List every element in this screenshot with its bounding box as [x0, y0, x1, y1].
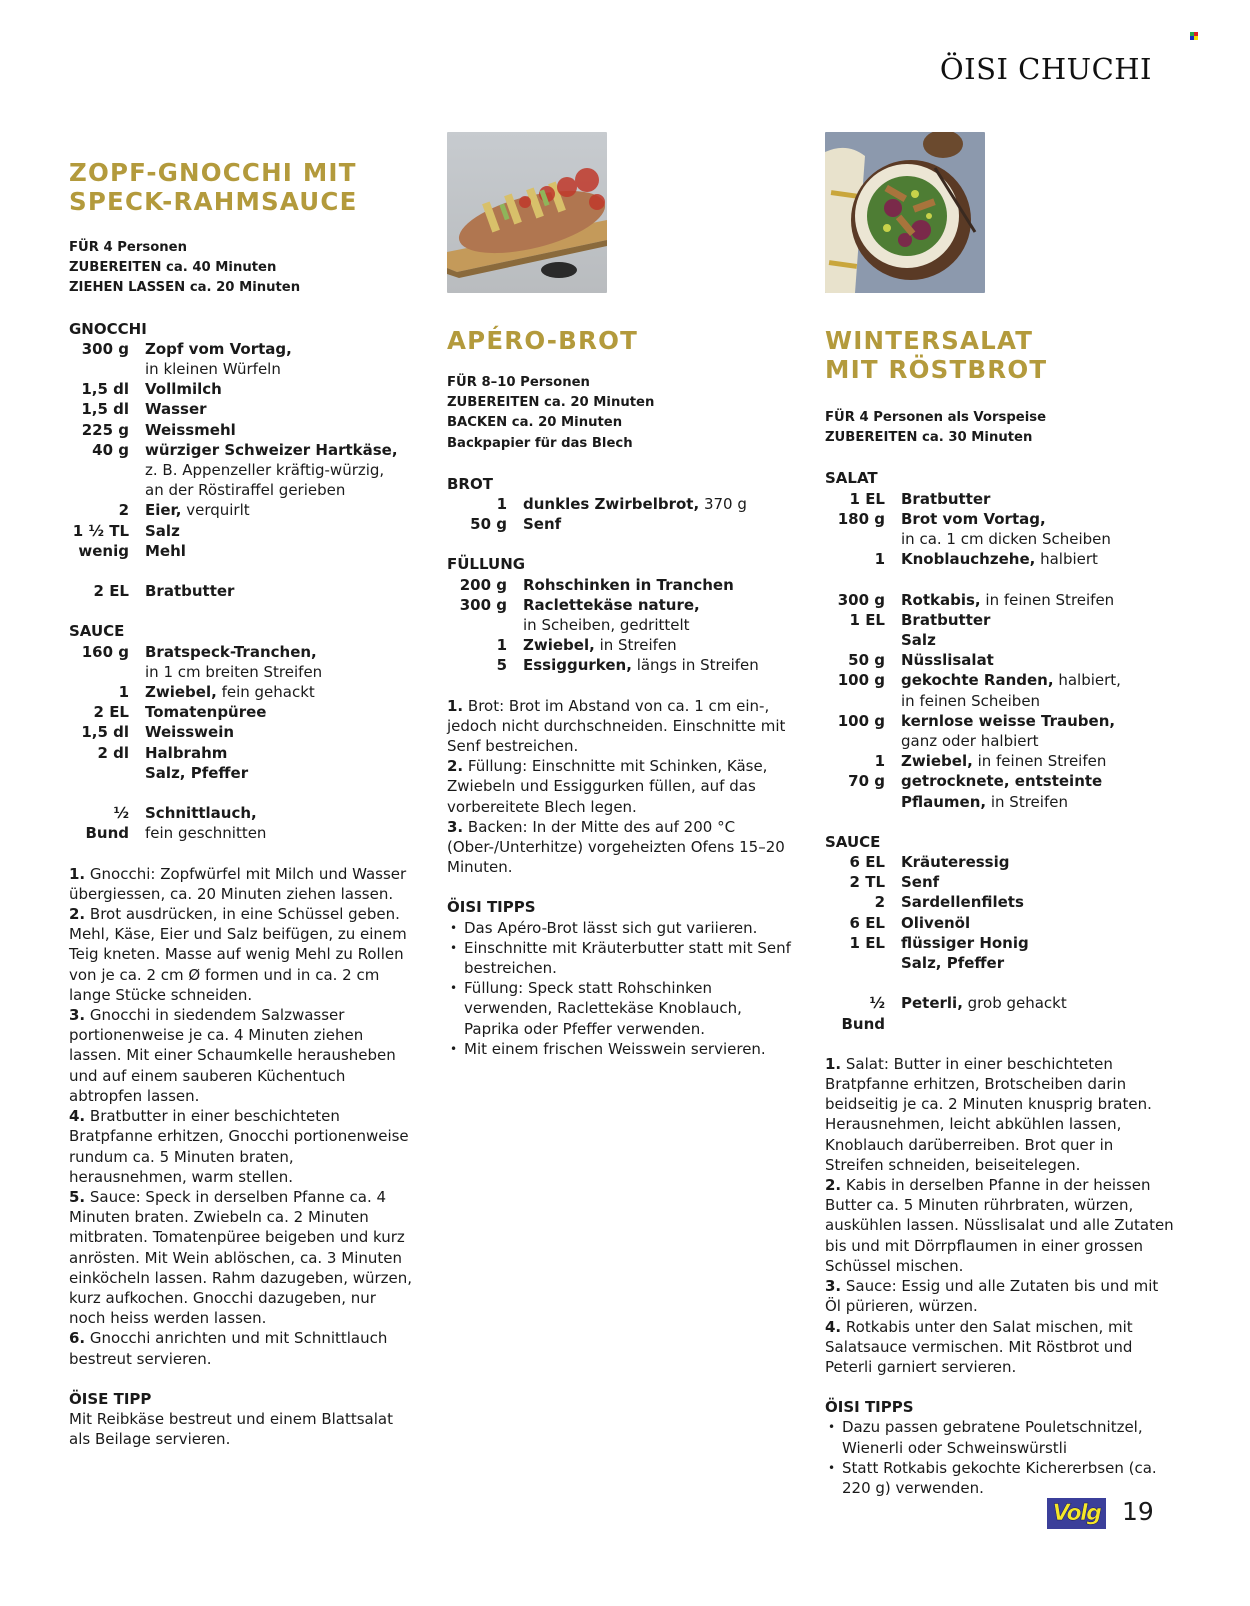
ingredient-item: 1,5 dl Wasser [81, 400, 207, 419]
ingredient-item: 300 g Zopf vom Vortag, in kleinen Würfeln [81, 339, 292, 379]
ingredient-item: 2 TL Senf [849, 873, 940, 892]
volg-logo-text: Volg [1052, 1501, 1101, 1526]
salad-photo-icon [825, 132, 985, 293]
meta-prep-time: ZUBEREITEN ca. 20 Minuten [447, 395, 655, 411]
ingredient-item: 2 dl Halbrahm [97, 743, 228, 762]
ingredient-item: 1 Zwiebel, in feinen Streifen [874, 752, 1107, 771]
instruction-step: 6. Gnocchi anrichten und mit Schnittlauch bestreut servieren. [69, 1329, 388, 1368]
ingredient-item: 200 g Rohschinken in Tranchen [459, 575, 734, 594]
ingredient-group-label: GNOCCHI [69, 319, 147, 338]
recipe-meta [825, 408, 1175, 448]
section-title: ÖISI CHUCHI [939, 52, 1152, 86]
instruction-step: 1. Salat: Butter in einer beschichteten Bratpfanne erhitzen, Brotscheiben darin beidseitig je ca. 2 Minuten knusprig braten. Herausnehmen, leicht abkühlen lassen, Knoblauch darüberreiben. Brot quer in Streifen schneiden, beiseitelegen. [825, 1054, 1152, 1174]
recipe-title: APÉRO-BROT [447, 326, 639, 355]
meta-equipment: Backpapier für das Blech [447, 435, 633, 451]
tip-item: • Mit einem frischen Weisswein servieren. [447, 1039, 797, 1059]
meta-servings: FÜR 4 Personen als Vorspeise [825, 410, 1047, 425]
instructions [447, 696, 797, 878]
ingredient-item: wenig Mehl [78, 541, 186, 560]
ingredient-list [825, 489, 1175, 812]
recipe-apero-brot [447, 132, 797, 1059]
tip-item: • Statt Rotkabis gekochte Kichererbsen (ca. 220 g) verwenden. [825, 1458, 1175, 1498]
ingredient-group-label: SAUCE [825, 832, 881, 851]
recipe-title [69, 158, 414, 216]
tip-heading: ÖISE TIPP [69, 1389, 154, 1409]
instruction-step: 4. Rotkabis unter den Salat mischen, mit Salatsauce vermischen. Mit Röstbrot und Peterli garniert servieren. [825, 1317, 1133, 1376]
ingredient-group-label: FÜLLUNG [447, 555, 526, 574]
instruction-step: 1. Brot: Brot im Abstand von ca. 1 cm ein-, jedoch nicht durchschneiden. Einschnitte mit Senf bestreichen. [447, 696, 786, 756]
ingredient-list [447, 575, 797, 676]
bread-photo-icon [447, 132, 607, 293]
tip-list [825, 1417, 1175, 1498]
ingredient-item: 1 EL flüssiger Honig [849, 933, 1029, 952]
ingredient-item: Salz [901, 631, 936, 650]
tip-item: • Dazu passen gebratene Pouletschnitzel, Wienerli oder Schweinswürstli [825, 1417, 1175, 1457]
page-number: 19 [1122, 1497, 1154, 1526]
ingredient-item: 300 g Raclettekäse nature, in Scheiben, gedrittelt [459, 595, 700, 635]
ingredient-item: ½ Bund Schnittlauch, fein geschnitten [85, 804, 267, 843]
ingredient-item: 1 ½ TL Salz [72, 521, 180, 540]
instruction-step: 3. Sauce: Essig und alle Zutaten bis und mit Öl pürieren, würzen. [825, 1277, 1159, 1316]
recipe-title-line: MIT RÖSTBROT [825, 355, 1048, 384]
ingredient-list [447, 494, 797, 534]
ingredient-item: Salz, Pfeffer [901, 954, 1005, 973]
ingredient-item: 300 g Rotkabis, in feinen Streifen [837, 590, 1115, 609]
ingredient-item: 1 EL Bratbutter [849, 610, 991, 629]
meta-prep-time: ZUBEREITEN ca. 30 Minuten [825, 430, 1033, 446]
tip-heading: ÖISI TIPPS [447, 897, 539, 917]
ingredient-item: 1 Zwiebel, fein gehackt [118, 683, 315, 702]
meta-servings: FÜR 8–10 Personen [447, 375, 590, 390]
ingredient-item: 160 g Bratspeck-Tranchen, in 1 cm breiten Streifen [81, 642, 323, 681]
ingredient-item: 225 g Weissmehl [81, 420, 236, 439]
recipe-meta [447, 373, 797, 454]
ingredient-item: 1 Knoblauchzehe, halbiert [874, 550, 1098, 569]
recipe-title-line: WINTERSALAT [825, 326, 1034, 355]
recipe-meta [69, 238, 414, 299]
volg-logo [1047, 1498, 1106, 1529]
ingredient-item: 70 g getrocknete, entsteinte Pflaumen, in Streifen [848, 772, 1103, 811]
ingredient-item: 5 Essiggurken, längs in Streifen [496, 656, 759, 675]
recipe-photo-apero-brot [447, 132, 607, 293]
ingredient-item: 100 g kernlose weisse Trauben, ganz oder halbiert [837, 711, 1116, 751]
ingredient-item: 2 EL Bratbutter [93, 582, 235, 601]
ingredient-list [69, 642, 414, 844]
tip-item: • Das Apéro-Brot lässt sich gut variieren. [447, 918, 797, 938]
recipe-title [825, 326, 1175, 384]
ingredient-item: 1,5 dl Weisswein [81, 723, 235, 742]
instruction-step: 2. Füllung: Einschnitte mit Schinken, Käse, Zwiebeln und Essiggurken füllen, auf das vorbereitete Blech legen. [447, 757, 768, 816]
instruction-step: 3. Backen: In der Mitte des auf 200 °C (Ober-/Unterhitze) vorgeheizten Ofens 15–20 Minuten. [447, 817, 785, 877]
recipe-title-line: SPECK-RAHMSAUCE [69, 187, 358, 216]
ingredient-item: ½ Bund Peterli, grob gehackt [841, 994, 1067, 1033]
tip-text: Mit Reibkäse bestreut und einem Blattsalat als Beilage servieren. [69, 1409, 393, 1449]
ingredient-item: 6 EL Kräuteressig [849, 853, 1010, 872]
ingredient-item: 50 g Senf [470, 515, 562, 534]
ingredient-item: Salz, Pfeffer [145, 763, 249, 782]
instruction-step: 2. Brot ausdrücken, in eine Schüssel geben. Mehl, Käse, Eier und Salz beifügen, zu einem Teig kneten. Masse auf wenig Mehl zu Rollen von je ca. 2 cm Ø formen und in ca. 2 cm lange Stücke schneiden. [69, 905, 407, 1004]
ingredient-item: 1 Zwiebel, in Streifen [496, 636, 677, 655]
tip-list [447, 918, 797, 1059]
recipe-title-line: ZOPF-GNOCCHI MIT [69, 158, 357, 187]
ingredient-item: 1 dunkles Zwirbelbrot, 370 g [496, 495, 747, 514]
recipe-photo-wintersalat [825, 132, 985, 293]
instruction-step: 3. Gnocchi in siedendem Salzwasser portionenweise je ca. 4 Minuten ziehen lassen. Mit einer Schaumkelle herausheben und auf einem sauberen Küchentuch abtropfen lassen. [69, 1006, 396, 1105]
tip-heading: ÖISI TIPPS [825, 1397, 917, 1417]
ingredient-item: 2 EL Tomatenpüree [93, 703, 267, 722]
ingredient-item: 6 EL Olivenöl [849, 913, 971, 932]
ingredient-item: 180 g Brot vom Vortag, in ca. 1 cm dicken Scheiben [837, 509, 1111, 549]
instruction-step: 2. Kabis in derselben Pfanne in der heissen Butter ca. 5 Minuten rührbraten, würzen, auskühlen lassen. Nüsslisalat und alle Zutaten bis und mit Dörrpflaumen in einer grossen Schüssel mischen. [825, 1176, 1174, 1275]
instructions [69, 864, 414, 1369]
tip-item: • Füllung: Speck statt Rohschinken verwenden, Raclettekäse Knoblauch, Paprika oder Pfeffer verwenden. [447, 978, 797, 1039]
ingredient-item: 2 Eier, verquirlt [118, 501, 250, 520]
instructions [825, 1054, 1175, 1377]
instruction-step: 1. Gnocchi: Zopfwürfel mit Milch und Wasser übergiessen, ca. 20 Minuten ziehen lassen. [69, 864, 407, 903]
ingredient-list [825, 852, 1175, 1034]
ingredient-group-label: BROT [447, 474, 493, 493]
recipe-zopf-gnocchi [69, 158, 414, 1449]
ingredient-item: 2 Sardellenfilets [874, 893, 1024, 912]
ingredient-item: 100 g gekochte Randen, halbiert, in feinen Scheiben [837, 671, 1121, 710]
ingredient-list [69, 339, 414, 602]
instruction-step: 4. Bratbutter in einer beschichteten Bratpfanne erhitzen, Gnocchi portionenweise rundum ca. 5 Minuten braten, herausnehmen, warm stellen. [69, 1107, 409, 1186]
ingredient-item: 1,5 dl Vollmilch [81, 380, 222, 399]
ingredient-item: 40 g würziger Schweizer Hartkäse, z. B. Appenzeller kräftig-würzig, an der Röstiraffel gerieben [92, 440, 398, 500]
ingredient-item: 50 g Nüsslisalat [848, 651, 994, 670]
meta-servings: FÜR 4 Personen [69, 240, 187, 255]
instruction-step: 5. Sauce: Speck in derselben Pfanne ca. 4 Minuten braten. Zwiebeln ca. 2 Minuten mitbraten. Tomatenpüree beigeben und kurz anrösten. Mit Wein ablöschen, ca. 3 Minuten einköcheln lassen. Rahm dazugeben, würzen, kurz aufkochen. Gnocchi dazugeben, nur noch heiss werden lassen. [69, 1187, 413, 1328]
ingredient-item: 1 EL Bratbutter [849, 489, 991, 508]
tip-item: • Einschnitte mit Kräuterbutter statt mit Senf bestreichen. [447, 938, 797, 978]
ingredient-group-label: SALAT [825, 469, 878, 488]
meta-rest-time: ZIEHEN LASSEN ca. 20 Minuten [69, 280, 301, 296]
meta-bake-time: BACKEN ca. 20 Minuten [447, 415, 623, 431]
meta-prep-time: ZUBEREITEN ca. 40 Minuten [69, 260, 277, 276]
print-color-mark [1190, 32, 1198, 40]
recipe-wintersalat [825, 132, 1175, 1498]
ingredient-group-label: SAUCE [69, 622, 125, 641]
